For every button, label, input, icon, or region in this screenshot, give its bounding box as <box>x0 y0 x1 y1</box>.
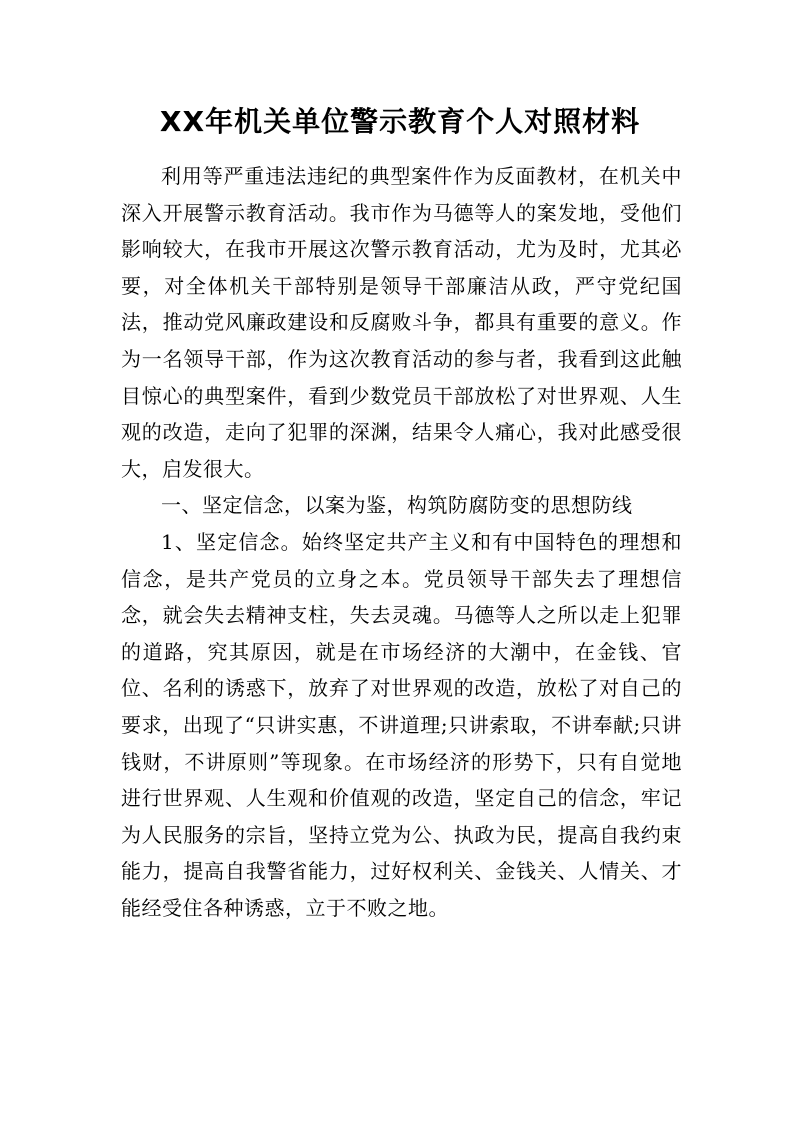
section-heading: 一、坚定信念，以案为鉴，构筑防腐防变的思想防线 <box>161 493 633 518</box>
document-body <box>121 158 682 926</box>
paragraph-intro: 利用等严重违法违纪的典型案件作为反面教材，在机关中深入开展警示教育活动。我市作为马德等人的案发地，受他们影响较大，在我市开展这次警示教育活动，尤为及时，尤其必要，对全体机关干部特别是领导干部廉洁从政，严守党纪国法，推动党风廉政建设和反腐败斗争，都具有重要的意义。作为一名领导干部，作为这次教育活动的参与者，我看到这此触目惊心的典型案件，看到少数党员干部放松了对世界观、人生观的改造，走向了犯罪的深渊，结果令人痛心，我对此感受很大，启发很大。 <box>121 164 682 481</box>
paragraph-firm-belief: 1、坚定信念。始终坚定共产主义和有中国特色的理想和信念，是共产党员的立身之本。党员领导干部失去了理想信念，就会失去精神支柱，失去灵魂。马德等人之所以走上犯罪的道路，究其原因，就是在市场经济的大潮中，在金钱、官位、名利的诱惑下，放弃了对世界观的改造，放松了对自己的要求，出现了“只讲实惠，不讲道理;只讲索取，不讲奉献;只讲钱财，不讲原则”等现象。在市场经济的形势下，只有自觉地进行世界观、人生观和价值观的改造，坚定自己的信念，牢记为人民服务的宗旨，坚持立党为公、执政为民，提高自我约束能力，提高自我警省能力，过好权利关、金钱关、人情关、才能经受住各种诱惑，立于不败之地。 <box>121 529 682 920</box>
document-title: XX年机关单位警示教育个人对照材料 <box>159 105 641 138</box>
